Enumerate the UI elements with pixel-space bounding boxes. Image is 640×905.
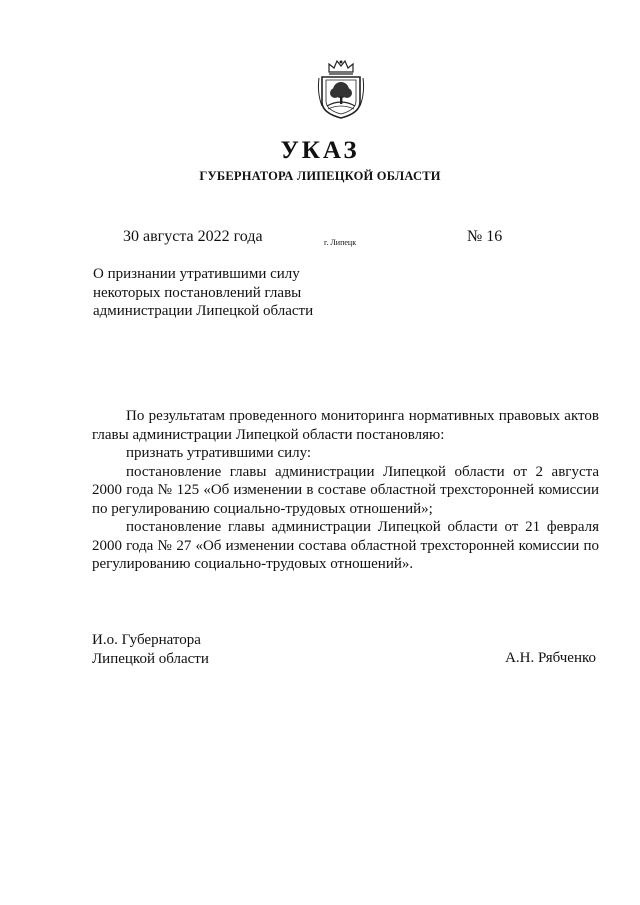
document-subject bbox=[93, 265, 353, 321]
body-paragraph: постановление главы администрации Липецкой области от 2 августа 2000 года № 125 «Об изменении в составе областной трехсторонней комиссии по регулированию социально-трудовых отношений»; bbox=[92, 463, 599, 517]
subject-line: некоторых постановлений главы bbox=[93, 284, 302, 301]
document-city: г. Липецк bbox=[324, 238, 357, 247]
body-paragraph: По результатам проведенного мониторинга нормативных правовых актов главы администрации Липецкой области постановляю: bbox=[92, 408, 599, 443]
signatory-position-line: Липецкой области bbox=[92, 651, 209, 667]
coat-of-arms-icon bbox=[315, 58, 367, 120]
document-date: 30 августа 2022 года bbox=[123, 228, 263, 245]
signatory-position-line: И.о. Губернатора bbox=[92, 632, 201, 648]
body-paragraph: признать утратившими силу: bbox=[126, 445, 312, 461]
document-number: № 16 bbox=[467, 228, 503, 245]
document-issuer: ГУБЕРНАТОРА ЛИПЕЦКОЙ ОБЛАСТИ bbox=[199, 169, 441, 183]
body-paragraph: постановление главы администрации Липецкой области от 21 февраля 2000 года № 27 «Об изменении состава областной трехсторонней комиссии по регулированию социально-трудовых отношений». bbox=[92, 519, 599, 572]
document-title: УКАЗ bbox=[280, 137, 360, 164]
subject-line: администрации Липецкой области bbox=[93, 303, 314, 319]
signatory-name: А.Н. Рябченко bbox=[505, 650, 596, 666]
subject-line: О признании утратившими силу bbox=[93, 266, 300, 282]
signatory-position bbox=[92, 631, 209, 669]
document-body bbox=[92, 407, 599, 574]
